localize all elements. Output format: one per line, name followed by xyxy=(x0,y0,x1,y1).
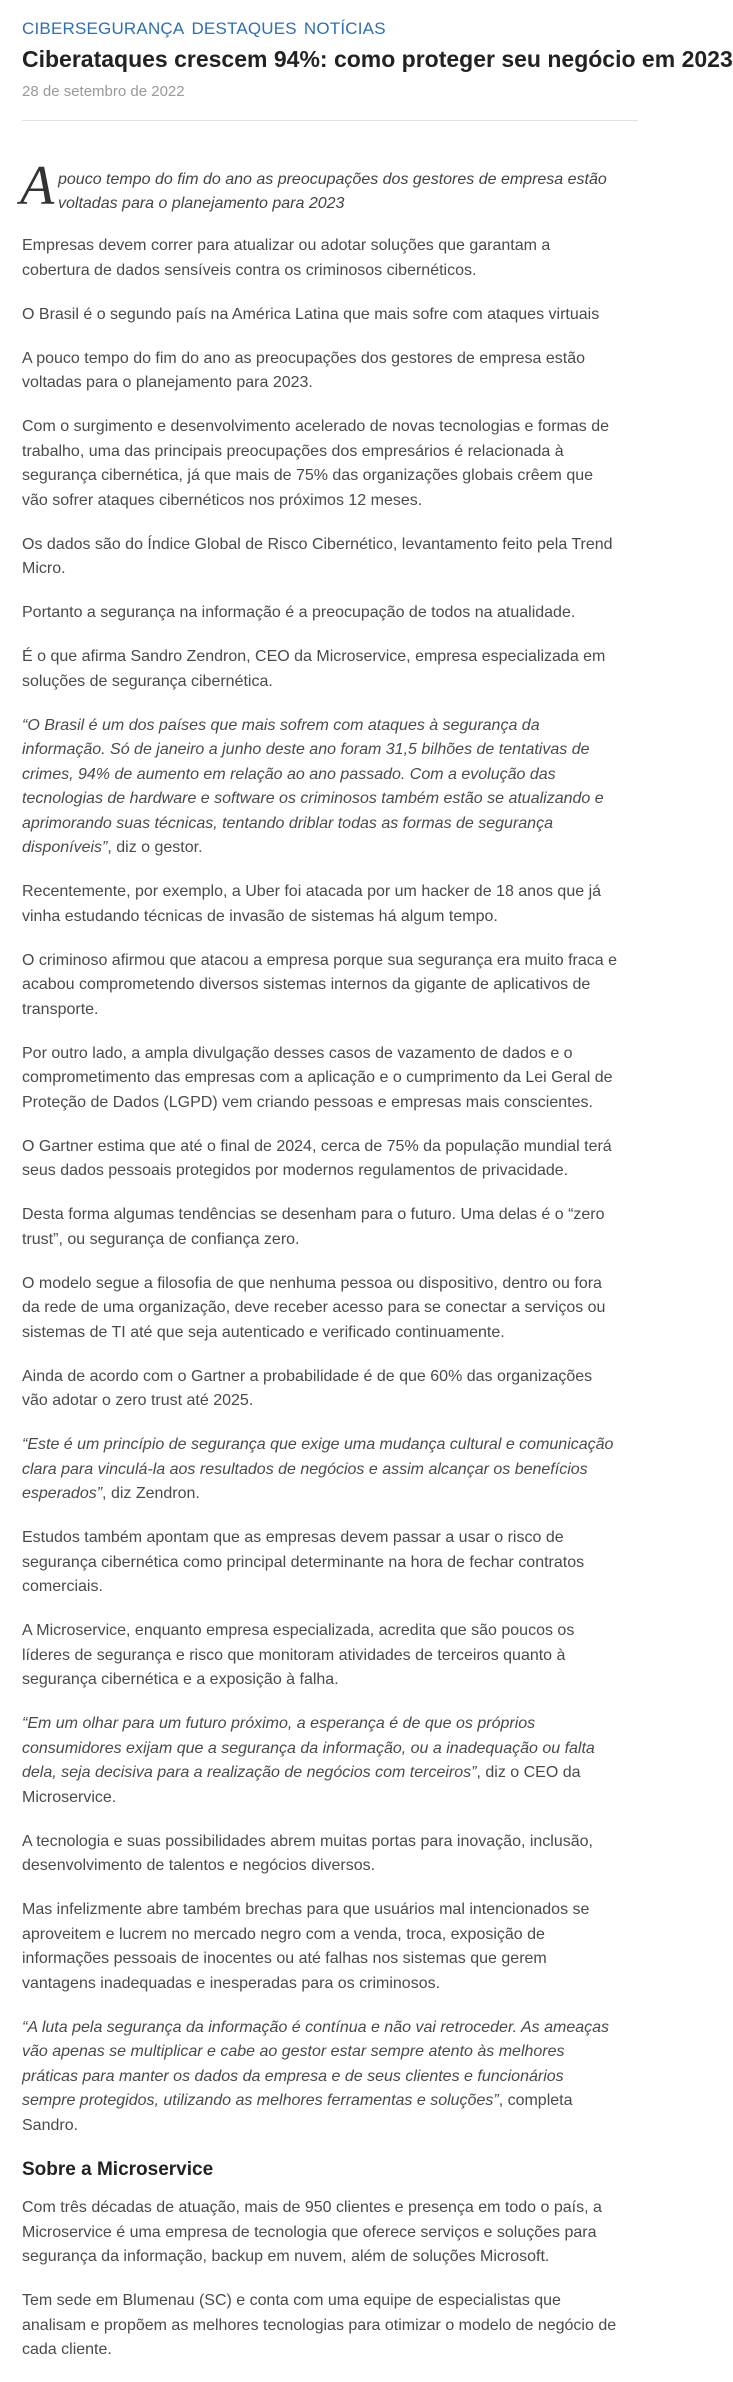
quote-paragraph xyxy=(22,1712,618,1810)
quote-attribution: , diz o CEO da Microservice. xyxy=(22,1764,581,1806)
about-heading: Sobre a Microservice xyxy=(22,2159,214,2180)
paragraph: A pouco tempo do fim do ano as preocupações dos gestores de empresa estão voltadas para o planejamento para 2023. xyxy=(22,349,586,391)
quote-text: “Em um olhar para um futuro próximo, a esperança é de que os próprios consumidores exijam que a segurança da informação, ou a inadequação ou falta dela, seja decisiva para a realização de negócios com terceiros” xyxy=(22,1715,595,1781)
article-title: Ciberataques crescem 94%: como proteger seu negócio em 2023 xyxy=(22,46,733,72)
drop-cap: A xyxy=(20,155,55,217)
category-links xyxy=(22,18,638,40)
paragraph: A tecnologia e suas possibilidades abrem muitas portas para inovação, inclusão, desenvolvimento de talentos e negócios diversos. xyxy=(22,1832,593,1874)
quote-attribution: , diz Zendron. xyxy=(102,1485,200,1502)
paragraph: Desta forma algumas tendências se desenham para o futuro. Uma delas é o “zero trust”, ou segurança de confiança zero. xyxy=(22,1206,605,1248)
paragraph: O Gartner estima que até o final de 2024, cerca de 75% da população mundial terá seus dados pessoais protegidos por modernos regulamentos de privacidade. xyxy=(22,1137,612,1179)
category-link-ciberseguranca[interactable]: CIBERSEGURANÇA xyxy=(22,19,185,38)
category-link-destaques[interactable]: DESTAQUES xyxy=(191,19,297,38)
article-body xyxy=(20,155,618,2382)
quote-paragraph xyxy=(22,714,618,861)
paragraph: Portanto a segurança na informação é a preocupação de todos na atualidade. xyxy=(22,604,576,621)
paragraph: Empresas devem correr para atualizar ou adotar soluções que garantam a cobertura de dados sensíveis contra os criminosos cibernéticos. xyxy=(22,237,551,279)
paragraph: Os dados são do Índice Global de Risco Cibernético, levantamento feito pela Trend Micro. xyxy=(22,535,613,577)
category-link-noticias[interactable]: NOTÍCIAS xyxy=(303,19,386,38)
quote-paragraph xyxy=(22,2016,618,2139)
quote-text: “O Brasil é um dos países que mais sofrem com ataques à segurança da informação. Só de janeiro a junho deste ano foram 31,5 bilhões de tentativas de crimes, 94% de aumento em relação ao ano passado. Com a evolução das tecnologias de hardware e software os criminosos também estão se atualizando e aprimorando suas técnicas, tentando driblar todas as formas de segurança disponíveis” xyxy=(22,716,604,856)
paragraph: Tem sede em Blumenau (SC) e conta com uma equipe de especialistas que analisam e propõem as melhores tecnologias para otimizar o modelo de negócio de cada cliente. xyxy=(22,2292,617,2358)
paragraph: Com três décadas de atuação, mais de 950 clientes e presença em todo o país, a Microservice é uma empresa de tecnologia que oferece serviços e soluções para segurança da informação, backup em nuvem, além de soluções Microsoft. xyxy=(22,2199,602,2265)
paragraph: Ainda de acordo com o Gartner a probabilidade é de que 60% das organizações vão adotar o zero trust até 2025. xyxy=(22,1367,593,1409)
quote-paragraph xyxy=(22,1433,618,1507)
paragraph: É o que afirma Sandro Zendron, CEO da Microservice, empresa especializada em soluções de segurança cibernética. xyxy=(22,648,606,690)
paragraph: O modelo segue a filosofia de que nenhuma pessoa ou dispositivo, dentro ou fora da rede de uma organização, deve receber acesso para se conectar a serviços ou sistemas de TI até que seja autenticado e verificado continuamente. xyxy=(22,1274,606,1341)
paragraph: Por outro lado, a ampla divulgação desses casos de vazamento de dados e o comprometimento das empresas com a aplicação e o cumprimento da Lei Geral de Proteção de Dados (LGPD) vem criando pessoas e empresas mais conscientes. xyxy=(22,1044,613,1111)
quote-text: “A luta pela segurança da informação é contínua e não vai retroceder. As ameaças vão apenas se multiplicar e cabe ao gestor estar sempre atento às melhores práticas para manter os dados da empresa e de seus clientes e funcionários sempre protegidos, utilizando as melhores ferramentas e soluções” xyxy=(22,2018,610,2109)
paragraph: Com o surgimento e desenvolvimento acelerado de novas tecnologias e formas de trabalho, uma das principais preocupações dos empresários é relacionada à segurança cibernética, já que mais de 75% das organizações globais crêem que vão sofrer ataques cibernéticos nos próximos 12 meses. xyxy=(22,418,609,509)
article xyxy=(20,18,733,2358)
paragraph: Estudos também apontam que as empresas devem passar a usar o risco de segurança cibernética como principal determinante na hora de fechar contratos comerciais. xyxy=(22,1529,585,1595)
publish-date: 28 de setembro de 2022 xyxy=(22,83,185,100)
paragraph: A Microservice, enquanto empresa especializada, acredita que são poucos os líderes de segurança e risco que monitoram atividades de terceiros quanto à segurança cibernética e a exposição à falha. xyxy=(22,1622,575,1688)
lead-paragraph xyxy=(20,155,618,217)
quote-attribution: , diz o gestor. xyxy=(107,839,203,856)
header-divider xyxy=(22,120,638,121)
quote-attribution: , completa Sandro. xyxy=(22,2092,573,2134)
quote-text: “Este é um princípio de segurança que exige uma mudança cultural e comunicação clara para vinculá-la aos resultados de negócios e assim alcançar os benefícios esperados” xyxy=(22,1436,614,1502)
paragraph: Mas infelizmente abre também brechas para que usuários mal intencionados se aproveitem e lucrem no mercado negro com a venda, troca, exposição de informações pessoais de inocentes ou até falhas nos sistemas que gerem vantagens inadequadas e inesperadas para os criminosos. xyxy=(22,1901,590,1992)
paragraph: O criminoso afirmou que atacou a empresa porque sua segurança era muito fraca e acabou comprometendo diversos sistemas internos da gigante de aplicativos de transporte. xyxy=(22,951,617,1018)
paragraph: Recentemente, por exemplo, a Uber foi atacada por um hacker de 18 anos que já vinha estudando técnicas de invasão de sistemas há algum tempo. xyxy=(22,883,602,925)
lead-text: pouco tempo do fim do ano as preocupações dos gestores de empresa estão voltadas para o planejamento para 2023 xyxy=(58,171,607,212)
paragraph: O Brasil é o segundo país na América Latina que mais sofre com ataques virtuais xyxy=(22,305,600,323)
